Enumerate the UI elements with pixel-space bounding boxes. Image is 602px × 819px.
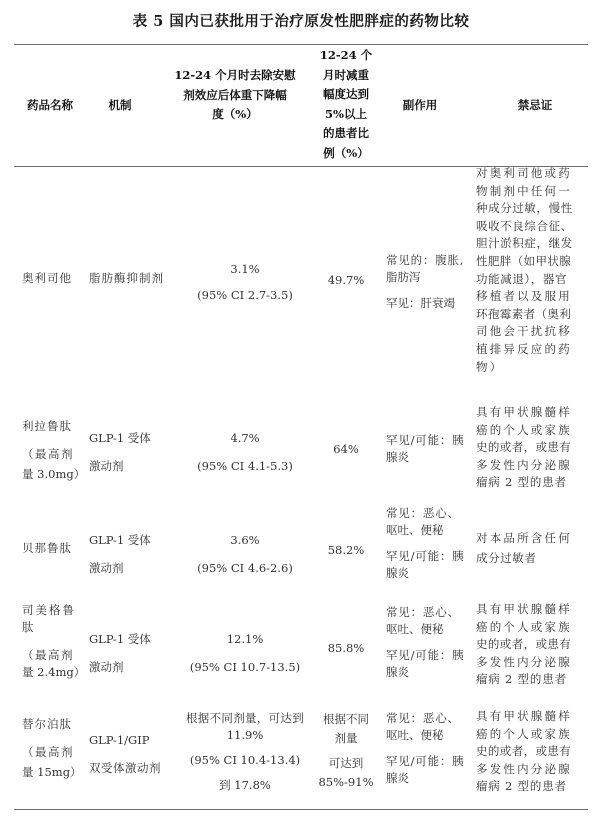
responder-rate: 49.7%	[327, 273, 365, 287]
drug-name: 奥利司他	[22, 271, 72, 285]
responder-rate: 58.2%	[327, 543, 365, 557]
contraindications: 具有甲状腺髓样 癌的个人或家族 史的或者，或患有 多发性内分泌腺 瘤病 2 型的患者	[476, 405, 572, 490]
side-effects: 罕见/可能：胰 腺炎	[386, 433, 465, 464]
responder-rate: 85.8%	[327, 641, 365, 655]
header-contraindications: 禁忌证	[517, 98, 553, 112]
header-responder-rate: 12-24 个 月时减重 幅度达到 5%以上 的患者比 例（%）	[319, 48, 373, 160]
header-mechanism: 机制	[108, 98, 132, 112]
top-rule	[14, 44, 588, 45]
side-effects: 常见：恶心、 呕吐、便秘 罕见/可能：胰 腺炎	[386, 506, 465, 580]
header-drug-name: 药品名称	[27, 98, 73, 112]
side-effects: 常见：恶心、 呕吐、便秘 罕见/可能：胰 腺炎	[386, 605, 465, 679]
drug-name: 司美格鲁 肽 （最高剂 量 2.4mg）	[22, 603, 86, 679]
responder-rate: 64%	[333, 442, 359, 456]
mechanism: 脂肪酶抑制剂	[89, 271, 164, 285]
bottom-rule	[14, 809, 588, 810]
header-weight-loss: 12-24 个月时去除安慰 剂效应后体重下降幅 度（%）	[174, 68, 296, 121]
weight-loss: 根据不同剂量，可达到 11.9% (95% CI 10.4-13.4) 到 17.8%	[186, 711, 304, 792]
header-side-effects: 副作用	[402, 98, 438, 112]
mechanism: GLP-1 受体 激动剂	[89, 632, 151, 674]
drug-name: 替尔泊肽 （最高剂 量 15mg）	[22, 717, 82, 779]
weight-loss: 12.1% (95% CI 10.7-13.5)	[189, 632, 301, 674]
side-effects: 常见：恶心、 呕吐、便秘 罕见/可能：胰 腺炎	[386, 711, 465, 785]
weight-loss: 3.6% (95% CI 4.6-2.6)	[197, 533, 293, 575]
mechanism: GLP-1 受体 激动剂	[89, 431, 151, 473]
contraindications: 具有甲状腺髓样 癌的个人或家族 史的或者，或患有 多发性内分泌腺 瘤病 2 型的患者	[476, 709, 572, 794]
mechanism: GLP-1 受体 激动剂	[89, 533, 151, 575]
responder-rate: 根据不同 剂量 可达到 85%-91%	[318, 712, 374, 789]
mechanism: GLP-1/GIP 双受体激动剂	[89, 733, 161, 775]
weight-loss: 3.1% (95% CI 2.7-3.5)	[197, 262, 293, 302]
drug-name: 贝那鲁肽	[22, 541, 72, 555]
side-effects: 常见的：腹胀, 脂肪泻 罕见：肝衰竭	[386, 253, 465, 310]
contraindications: 对本品所含任何 成分过敏者	[476, 531, 572, 565]
weight-loss: 4.7% (95% CI 4.1-5.3)	[197, 431, 293, 473]
contraindications: 具有甲状腺髓样 癌的个人或家族 史的或者，或患有 多发性内分泌腺 瘤病 2 型的患者	[476, 602, 572, 687]
contraindications: 对奥利司他或药 物制剂中任何一 种成分过敏，慢性 吸收不良综合征、 胆汁淤积症，继发 性肥胖（如甲状腺 功能减退），器官 移植者以及服用 环孢霉素者（奥利 司他会干扰抗移 植排异反应的药 物）	[476, 166, 573, 374]
table-title: 表 5 国内已获批用于治疗原发性肥胖症的药物比较	[132, 13, 470, 30]
drug-name: 利拉鲁肽 （最高剂 量 3.0mg）	[22, 419, 86, 481]
